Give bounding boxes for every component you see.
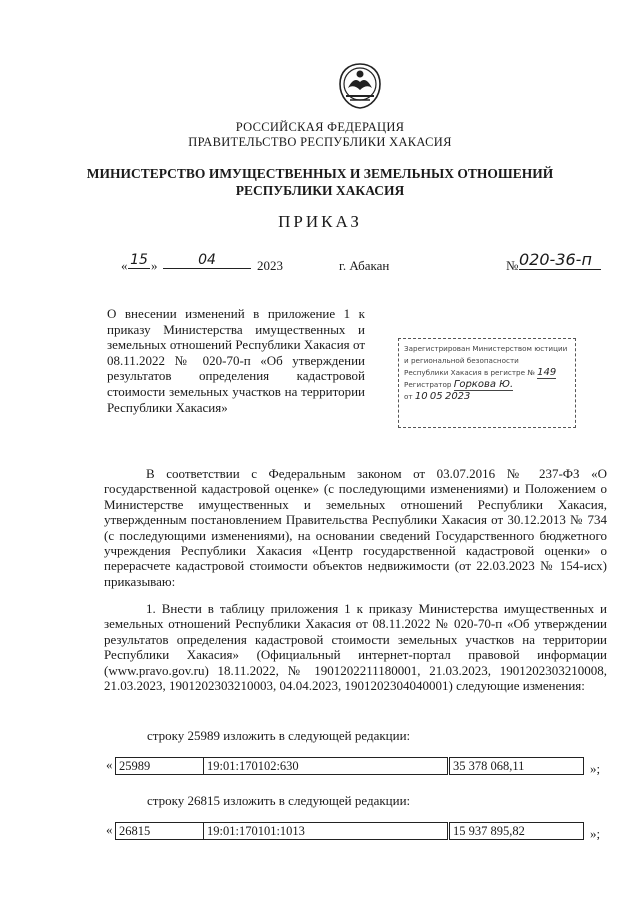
stamp-line3: Республики Хакасия в регистре № 149 bbox=[404, 367, 557, 378]
cadastral-number: 19:01:170101:1013 bbox=[203, 822, 448, 840]
government-title: ПРАВИТЕЛЬСТВО РЕСПУБЛИКИ ХАКАСИЯ bbox=[188, 135, 452, 149]
stamp-line5: от 10 05 2023 bbox=[404, 391, 471, 402]
row-number: 26815 bbox=[115, 822, 204, 840]
date-month: 04 bbox=[163, 252, 251, 269]
stamp-line4: Регистратор Горкова Ю. bbox=[404, 379, 514, 390]
row-intro-2: строку 26815 изложить в следующей редакции: bbox=[147, 793, 411, 808]
stamp-line2: и региональной безопасности bbox=[404, 356, 519, 365]
document-type: ПРИКАЗ bbox=[278, 212, 362, 231]
order-subject: О внесении изменений в приложение 1 к приказу Министерства имущественных и земельных отношений Республики Хакасия от 08.11.2022 № 020-70-п «Об утверждении результатов определения кадастровой стоимости земельных участков на территории Республики Хакасия» bbox=[107, 306, 365, 415]
ministry-title-line2: РЕСПУБЛИКИ ХАКАСИЯ bbox=[235, 183, 405, 198]
ministry-title-line1: МИНИСТЕРСТВО ИМУЩЕСТВЕННЫХ И ЗЕМЕЛЬНЫХ ОТНОШЕНИЙ bbox=[86, 166, 554, 181]
body-paragraph-2: 1. Внести в таблицу приложения 1 к приказу Министерства имущественных и земельных отношений Республики Хакасия от 08.11.2022 № 020-70-п «Об утверждении результатов определения кадастровой стоимости земельных участков на территории Республики Хакасия» (Официальный интернет-портал правовой информации (www.pravo.gov.ru) 18.11.2022, № 1901202211180001, 21.03.2023, 1901202303210008, 21.03.2023, 1901202303210003, 04.04.2023, 1901202304040001) следующие изменения: bbox=[104, 601, 607, 694]
row-intro-1: строку 25989 изложить в следующей редакции: bbox=[147, 728, 411, 743]
coat-of-arms-icon bbox=[338, 62, 382, 110]
table-row: « 25989 19:01:170102:630 35 378 068,11 »; bbox=[106, 757, 601, 776]
stamp-line1: Зарегистрирован Министерством юстиции bbox=[404, 344, 568, 353]
order-date bbox=[121, 252, 291, 278]
number-sign: № bbox=[506, 258, 519, 273]
federation-title: РОССИЙСКАЯ ФЕДЕРАЦИЯ bbox=[235, 120, 405, 134]
order-number bbox=[506, 250, 606, 278]
city: г. Абакан bbox=[339, 258, 390, 273]
date-day: 15 bbox=[128, 252, 150, 269]
body-paragraph-1: В соответствии с Федеральным законом от 03.07.2016 № 237-ФЗ «О государственной кадастровой оценке» (с последующими изменениями) и Положением о Министерстве имущественных и земельных отношений Республики Хакасия, утвержденным постановлением Правительства Республики Хакасия от 30.12.2013 № 734 (с последующими изменениями), на основании сведений Государственного бюджетного учреждения Республики Хакасия «Центр государственной кадастровой оценки» о перерасчете кадастровой стоимости объектов недвижимости (от 22.03.2023 № 154-исх) приказываю: bbox=[104, 466, 607, 589]
number-value: 020-36-п bbox=[519, 250, 601, 270]
stamp-reg-number: 149 bbox=[537, 367, 557, 378]
table-row: « 26815 19:01:170101:1013 15 937 895,82 »; bbox=[106, 822, 601, 841]
date-year: 2023 bbox=[257, 258, 283, 273]
date-quote-close: » bbox=[151, 258, 158, 273]
date-quote-open: « bbox=[121, 258, 128, 273]
cadastral-number: 19:01:170102:630 bbox=[203, 757, 448, 775]
stamp-registrar: Горкова Ю. bbox=[453, 379, 514, 390]
cadastral-value: 15 937 895,82 bbox=[449, 822, 584, 840]
registration-stamp bbox=[398, 338, 576, 428]
cadastral-value: 35 378 068,11 bbox=[449, 757, 584, 775]
row-number: 25989 bbox=[115, 757, 204, 775]
